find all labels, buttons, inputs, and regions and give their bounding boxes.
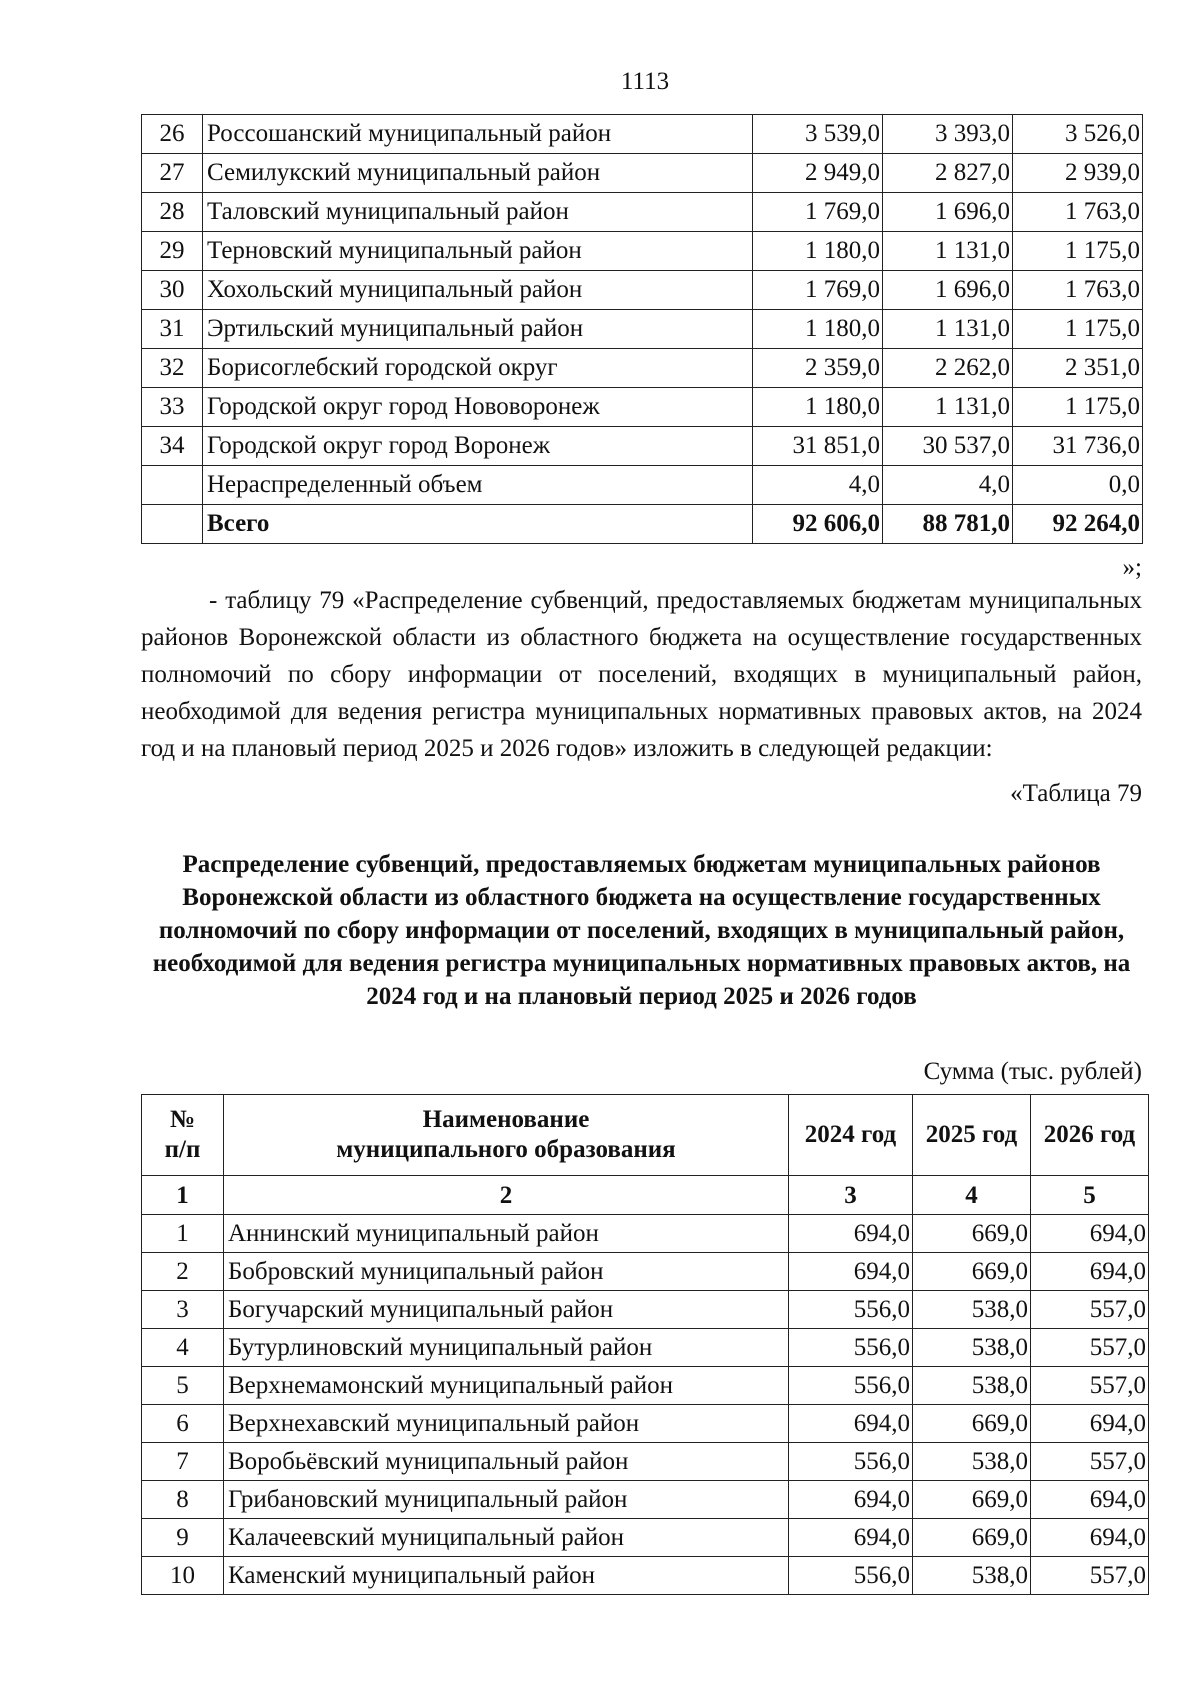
row-index: 7 [142,1443,224,1481]
value-2026: 557,0 [1031,1367,1149,1405]
subvention-table-79 [141,1094,1149,1595]
row-index: 27 [142,154,203,193]
row-index: 32 [142,349,203,388]
table-row [142,466,1143,505]
total-2024: 92 606,0 [753,505,883,544]
value-2026: 557,0 [1031,1329,1149,1367]
value-2025: 669,0 [913,1519,1031,1557]
municipality-name: Городской округ город Воронеж [203,427,753,466]
row-index: 9 [142,1519,224,1557]
municipality-name: Хохольский муниципальный район [203,271,753,310]
row-index: 30 [142,271,203,310]
table-body [142,1215,1149,1595]
row-index: 28 [142,193,203,232]
municipality-name: Воробьёвский муниципальный район [224,1443,789,1481]
table-row [142,1557,1149,1595]
header-number-line1: № [169,1106,196,1133]
value-2024: 1 180,0 [753,388,883,427]
table-row [142,154,1143,193]
row-index: 33 [142,388,203,427]
table-row [142,1215,1149,1253]
table-caption: Распределение субвенций, предоставляемых бюджетам муниципальных районов Воронежской области из областного бюджета на осуществление государственных полномочий по сбору информации от поселений, входящих в муниципальный район, необходимой для ведения регистра муниципальных нормативных правовых актов, на 2024 год и на плановый период 2025 и 2026 годов [152,851,1131,1010]
municipality-name: Россошанский муниципальный район [203,115,753,154]
municipality-name: Борисоглебский городской округ [203,349,753,388]
value-2024: 1 180,0 [753,310,883,349]
value-2026: 694,0 [1031,1405,1149,1443]
row-index: 34 [142,427,203,466]
row-index: 29 [142,232,203,271]
table-row [142,1329,1149,1367]
municipality-name: Грибановский муниципальный район [224,1481,789,1519]
amendment-paragraph: - таблицу 79 «Распределение субвенций, предоставляемых бюджетам муниципальных районов Воронежской области из областного бюджета на осуществление государственных полномочий по сбору информации от поселений, входящих в муниципальный район, необходимой для ведения регистра муниципальных нормативных правовых актов, на 2024 год и на плановый период 2025 и 2026 годов» изложить в следующей редакции: [141,587,1142,762]
header-2024: 2024 год [789,1095,913,1176]
value-2024: 694,0 [789,1519,913,1557]
value-2024: 3 539,0 [753,115,883,154]
table-row [142,310,1143,349]
colnum-3: 3 [789,1176,913,1215]
value-2026: 2 351,0 [1013,349,1143,388]
table-row [142,1367,1149,1405]
value-2025: 1 131,0 [883,388,1013,427]
value-2024: 556,0 [789,1443,913,1481]
value-2024: 556,0 [789,1329,913,1367]
municipality-name: Каменский муниципальный район [224,1557,789,1595]
table-row [142,427,1143,466]
value-2026: 31 736,0 [1013,427,1143,466]
row-index: 8 [142,1481,224,1519]
table-row [142,115,1143,154]
value-2026: 1 175,0 [1013,310,1143,349]
value-2025: 538,0 [913,1367,1031,1405]
column-number-row [142,1176,1149,1215]
table-row [142,1253,1149,1291]
value-2026: 1 763,0 [1013,193,1143,232]
unit-label: Сумма (тыс. рублей) [923,1058,1142,1085]
value-2025: 2 262,0 [883,349,1013,388]
value-2026: 0,0 [1013,466,1143,505]
table-row [142,271,1143,310]
row-index: 3 [142,1291,224,1329]
municipality-name: Богучарский муниципальный район [224,1291,789,1329]
header-number [142,1095,224,1176]
value-2025: 30 537,0 [883,427,1013,466]
table-row [142,1519,1149,1557]
municipality-name: Нераспределенный объем [203,466,753,505]
row-index: 4 [142,1329,224,1367]
header-name [224,1095,789,1176]
header-2026: 2026 год [1031,1095,1149,1176]
value-2024: 1 180,0 [753,232,883,271]
table-row [142,1443,1149,1481]
value-2025: 3 393,0 [883,115,1013,154]
value-2024: 694,0 [789,1253,913,1291]
value-2025: 1 131,0 [883,310,1013,349]
total-2025: 88 781,0 [883,505,1013,544]
value-2025: 669,0 [913,1215,1031,1253]
table-body [142,115,1143,544]
colnum-1: 1 [142,1176,224,1215]
table-row [142,1291,1149,1329]
colnum-4: 4 [913,1176,1031,1215]
value-2025: 1 131,0 [883,232,1013,271]
value-2026: 694,0 [1031,1481,1149,1519]
table-row [142,232,1143,271]
value-2026: 557,0 [1031,1291,1149,1329]
municipality-name: Верхнехавский муниципальный район [224,1405,789,1443]
value-2024: 556,0 [789,1367,913,1405]
total-row [142,505,1143,544]
municipality-name: Эртильский муниципальный район [203,310,753,349]
value-2025: 1 696,0 [883,193,1013,232]
row-index: 31 [142,310,203,349]
value-2025: 669,0 [913,1481,1031,1519]
table-row [142,1405,1149,1443]
value-2026: 694,0 [1031,1253,1149,1291]
value-2024: 1 769,0 [753,193,883,232]
total-label: Всего [203,505,753,544]
value-2026: 557,0 [1031,1557,1149,1595]
municipality-name: Таловский муниципальный район [203,193,753,232]
value-2024: 556,0 [789,1557,913,1595]
closing-quote: »; [1122,554,1142,581]
table-reference: «Таблица 79 [1010,780,1142,807]
value-2026: 694,0 [1031,1519,1149,1557]
value-2026: 557,0 [1031,1443,1149,1481]
value-2024: 556,0 [789,1291,913,1329]
value-2024: 31 851,0 [753,427,883,466]
value-2024: 1 769,0 [753,271,883,310]
subvention-table-continued [141,114,1143,544]
row-index: 26 [142,115,203,154]
value-2025: 538,0 [913,1557,1031,1595]
row-index: 10 [142,1557,224,1595]
value-2026: 694,0 [1031,1215,1149,1253]
header-row [142,1095,1149,1176]
total-index-cell [142,505,203,544]
table-row [142,193,1143,232]
value-2024: 2 949,0 [753,154,883,193]
value-2026: 2 939,0 [1013,154,1143,193]
total-2026: 92 264,0 [1013,505,1143,544]
row-index: 2 [142,1253,224,1291]
page-number: 1113 [620,68,670,95]
value-2024: 2 359,0 [753,349,883,388]
value-2026: 1 175,0 [1013,388,1143,427]
value-2024: 4,0 [753,466,883,505]
municipality-name: Терновский муниципальный район [203,232,753,271]
municipality-name: Городской округ город Нововоронеж [203,388,753,427]
value-2025: 538,0 [913,1443,1031,1481]
table-row [142,349,1143,388]
value-2026: 3 526,0 [1013,115,1143,154]
table-row [142,1481,1149,1519]
value-2026: 1 175,0 [1013,232,1143,271]
value-2025: 1 696,0 [883,271,1013,310]
value-2025: 4,0 [883,466,1013,505]
header-number-line2: п/п [164,1136,201,1163]
value-2024: 694,0 [789,1481,913,1519]
table-row [142,388,1143,427]
value-2024: 694,0 [789,1405,913,1443]
value-2024: 694,0 [789,1215,913,1253]
row-index: 5 [142,1367,224,1405]
row-index: 6 [142,1405,224,1443]
colnum-2: 2 [224,1176,789,1215]
value-2025: 538,0 [913,1329,1031,1367]
value-2025: 669,0 [913,1405,1031,1443]
municipality-name: Бобровский муниципальный район [224,1253,789,1291]
row-index [142,466,203,505]
colnum-5: 5 [1031,1176,1149,1215]
value-2025: 669,0 [913,1253,1031,1291]
row-index: 1 [142,1215,224,1253]
municipality-name: Верхнемамонский муниципальный район [224,1367,789,1405]
value-2025: 2 827,0 [883,154,1013,193]
header-name-line1: Наименование [422,1106,590,1133]
municipality-name: Бутурлиновский муниципальный район [224,1329,789,1367]
header-name-line2: муниципального образования [336,1136,676,1163]
header-2025: 2025 год [913,1095,1031,1176]
municipality-name: Семилукский муниципальный район [203,154,753,193]
value-2025: 538,0 [913,1291,1031,1329]
municipality-name: Калачеевский муниципальный район [224,1519,789,1557]
municipality-name: Аннинский муниципальный район [224,1215,789,1253]
value-2026: 1 763,0 [1013,271,1143,310]
